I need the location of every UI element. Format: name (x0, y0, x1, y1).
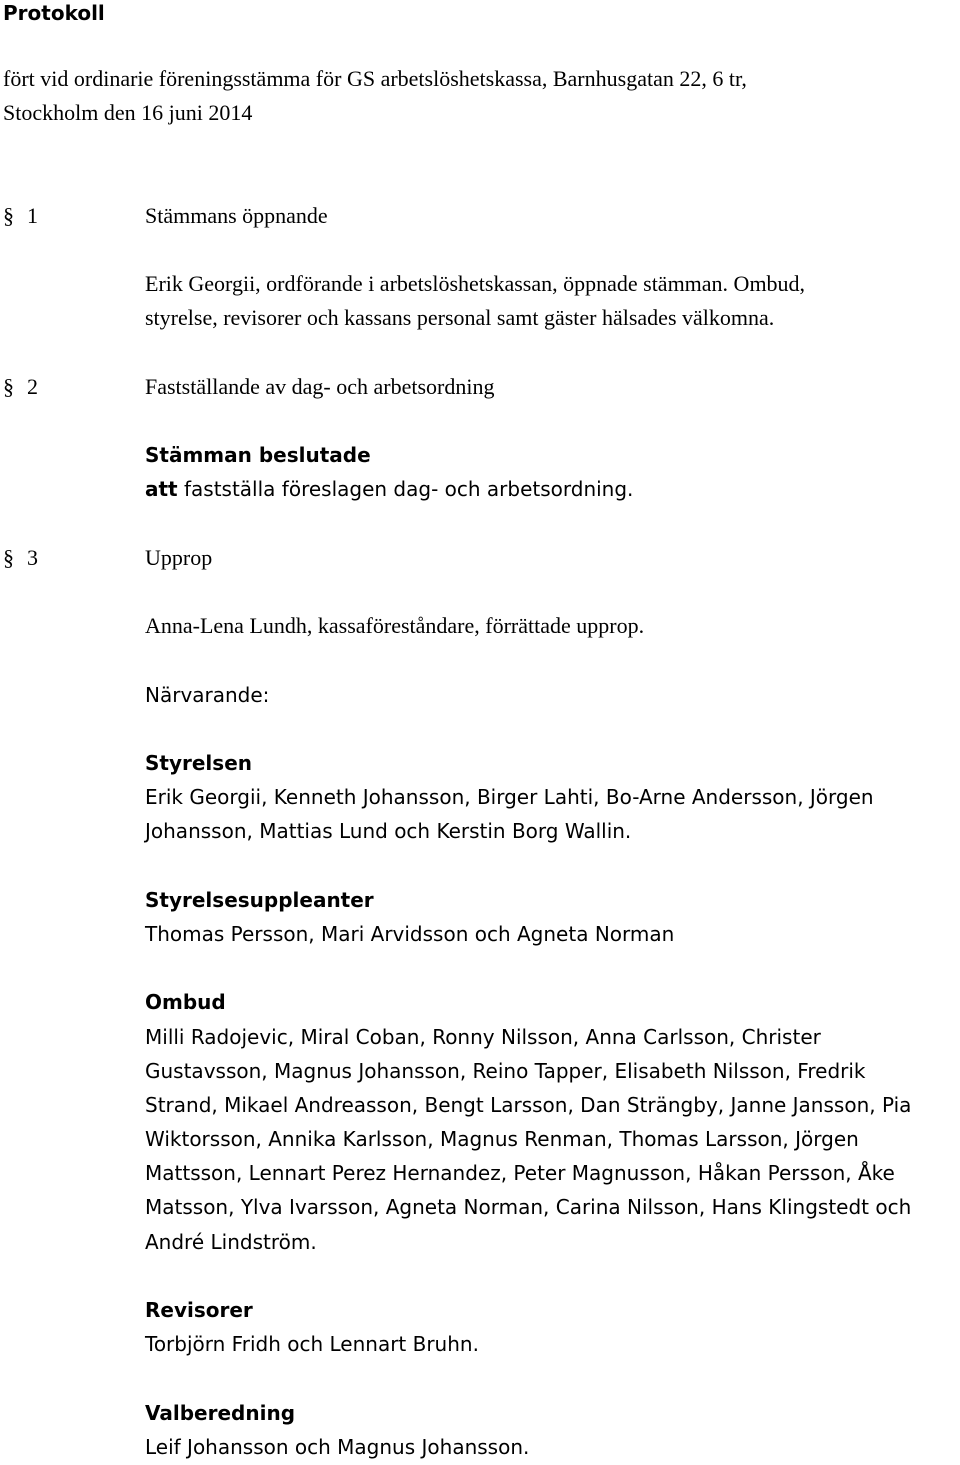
group-line: Mattsson, Lennart Perez Hernandez, Peter Magnusson, Håkan Persson, Åke (145, 1161, 895, 1185)
section-symbol: § (3, 545, 14, 570)
group-line: André Lindström. (145, 1230, 317, 1254)
document-title: Protokoll (3, 1, 105, 25)
section-symbol: § (3, 374, 14, 399)
group-line: Gustavsson, Magnus Johansson, Reino Tapper, Elisabeth Nilsson, Fredrik (145, 1059, 866, 1083)
section-symbol: § (3, 203, 14, 228)
section-3-body-line: Anna-Lena Lundh, kassaföreståndare, förrättade upprop. (145, 613, 645, 638)
group-line: Matsson, Ylva Ivarsson, Agneta Norman, Carina Nilsson, Hans Klingstedt och (145, 1195, 912, 1219)
group-line: Wiktorsson, Annika Karlsson, Magnus Renman, Thomas Larsson, Jörgen (145, 1127, 859, 1151)
section-number: 3 (27, 545, 38, 570)
group-line: Torbjörn Fridh och Lennart Bruhn. (145, 1332, 479, 1356)
group-line: Erik Georgii, Kenneth Johansson, Birger Lahti, Bo-Arne Andersson, Jörgen (145, 785, 874, 809)
section-1-heading: Stämmans öppnande (145, 203, 328, 228)
group-line: Milli Radojevic, Miral Coban, Ronny Nilsson, Anna Carlsson, Christer (145, 1025, 821, 1049)
group-heading-revisorer: Revisorer (145, 1298, 253, 1322)
group-heading-ombud: Ombud (145, 990, 226, 1014)
decision-text: fastställa föreslagen dag- och arbetsordning. (177, 477, 634, 501)
present-label: Närvarande: (145, 683, 270, 707)
section-3-heading: Upprop (145, 545, 213, 570)
group-heading-valberedning: Valberedning (145, 1401, 296, 1425)
group-heading-styrelsesuppleanter: Styrelsesuppleanter (145, 888, 374, 912)
decision-heading: Stämman beslutade (145, 443, 371, 467)
group-line: Thomas Persson, Mari Arvidsson och Agneta Norman (145, 922, 675, 946)
section-number: 1 (27, 203, 38, 228)
group-line: Strand, Mikael Andreasson, Bengt Larsson, Dan Strängby, Janne Jansson, Pia (145, 1093, 912, 1117)
intro-line-1: fört vid ordinarie föreningsstämma för GS arbetslöshetskassa, Barnhusgatan 22, 6 tr, (3, 66, 747, 91)
section-2-heading: Fastställande av dag- och arbetsordning (145, 374, 495, 399)
decision-att: att (145, 477, 178, 501)
group-line: Leif Johansson och Magnus Johansson. (145, 1435, 530, 1459)
section-number: 2 (27, 374, 38, 399)
group-heading-styrelsen: Styrelsen (145, 751, 252, 775)
section-1-body-line: Erik Georgii, ordförande i arbetslöshetskassan, öppnade stämman. Ombud, (145, 271, 806, 296)
intro-line-2: Stockholm den 16 juni 2014 (3, 100, 253, 125)
group-line: Johansson, Mattias Lund och Kerstin Borg Wallin. (145, 819, 632, 843)
decision-line (145, 472, 633, 506)
section-1-body-line: styrelse, revisorer och kassans personal samt gäster hälsades välkomna. (145, 305, 775, 330)
